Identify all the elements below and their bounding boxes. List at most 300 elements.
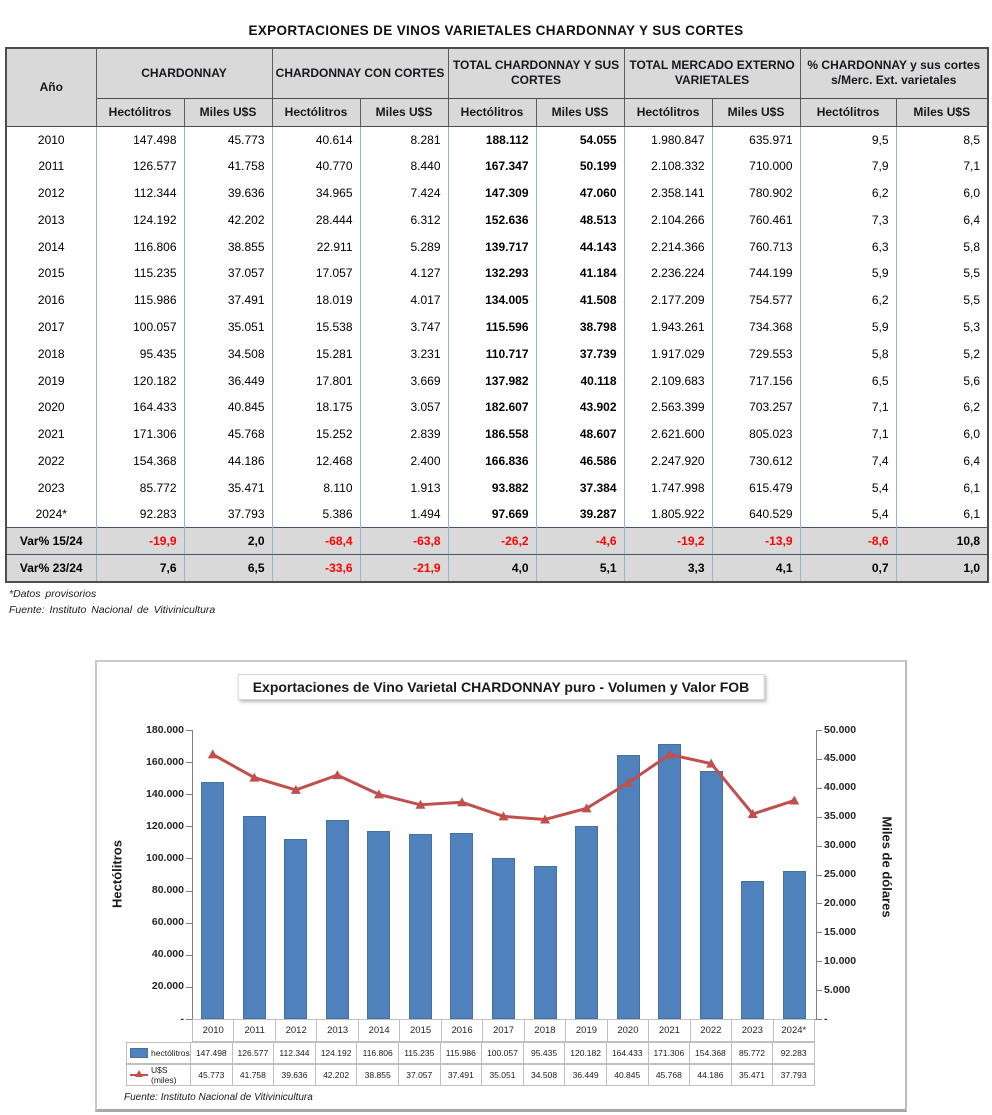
y-tick-label-r: 25.000	[824, 868, 857, 880]
legend-value-cell: 164.433	[606, 1042, 649, 1064]
var-cell: -8,6	[800, 528, 896, 555]
table-cell: 7,3	[800, 206, 896, 233]
table-cell: 2.214.366	[624, 233, 712, 260]
table-cell: 18.019	[272, 287, 360, 314]
var-label-cell: Var% 23/24	[6, 555, 96, 582]
table-cell: 5,4	[800, 501, 896, 528]
year-cell: 2017	[6, 314, 96, 341]
table-cell: 95.435	[96, 340, 184, 367]
var-row	[6, 528, 988, 555]
table-cell: 92.283	[96, 501, 184, 528]
table-cell: 2.236.224	[624, 260, 712, 287]
legend-value-cell: 116.806	[356, 1042, 399, 1064]
table-cell: 717.156	[712, 367, 800, 394]
table-row	[6, 180, 988, 207]
y-tick-label-l: 140.000	[146, 787, 184, 800]
table-row	[6, 501, 988, 528]
table-cell: 635.971	[712, 126, 800, 153]
table-cell: 2.247.920	[624, 448, 712, 475]
table-cell: 17.057	[272, 260, 360, 287]
table-cell: 5,4	[800, 474, 896, 501]
y-tick-label-r: 35.000	[824, 810, 857, 823]
chart-source: Fuente: Instituto Nacional de Vitivinicultura	[124, 1092, 313, 1103]
subheader-hectolitros-4: Hectólitros	[624, 98, 712, 126]
y-tick-mark-r	[816, 875, 822, 876]
table-cell: 37.793	[184, 501, 272, 528]
var-cell: -63,8	[360, 528, 448, 555]
table-cell: 3.231	[360, 340, 448, 367]
table-cell: 36.449	[184, 367, 272, 394]
var-cell: 4,1	[712, 555, 800, 582]
table-cell: 18.175	[272, 394, 360, 421]
table-cell: 754.577	[712, 287, 800, 314]
legend-series-name: U$S (miles)	[151, 1065, 177, 1085]
table-cell: 6,1	[896, 474, 988, 501]
table-cell: 124.192	[96, 206, 184, 233]
year-cell: 2015	[6, 260, 96, 287]
y-tick-label-r: 50.000	[824, 723, 857, 736]
var-cell: -26,2	[448, 528, 536, 555]
table-cell: 710.000	[712, 153, 800, 180]
table-cell: 3.057	[360, 394, 448, 421]
table-cell: 760.461	[712, 206, 800, 233]
chart-frame	[95, 660, 907, 1112]
table-cell: 640.529	[712, 501, 800, 528]
y-tick-label-r: 15.000	[824, 925, 857, 938]
table-cell: 45.773	[184, 126, 272, 153]
table-cell: 730.612	[712, 448, 800, 475]
y-tick-mark-r	[816, 903, 822, 904]
table-cell: 54.055	[536, 126, 624, 153]
year-cell: 2010	[6, 126, 96, 153]
var-row	[6, 555, 988, 582]
table-row	[6, 287, 988, 314]
table-cell: 37.739	[536, 340, 624, 367]
table-cell: 1.913	[360, 474, 448, 501]
x-axis-label: 2015	[399, 1019, 441, 1042]
y-tick-label-r: -	[824, 1012, 828, 1025]
x-axis-label: 2022	[690, 1019, 732, 1042]
year-cell: 2011	[6, 153, 96, 180]
table-cell: 2.177.209	[624, 287, 712, 314]
table-cell: 166.836	[448, 448, 536, 475]
legend-value-cell: 45.768	[648, 1064, 691, 1086]
table-cell: 7,1	[896, 153, 988, 180]
table-cell: 41.508	[536, 287, 624, 314]
table-cell: 805.023	[712, 421, 800, 448]
table-cell: 6,0	[896, 180, 988, 207]
var-cell: -68,4	[272, 528, 360, 555]
x-axis-label: 2017	[482, 1019, 524, 1042]
table-cell: 6,0	[896, 421, 988, 448]
var-cell: -4,6	[536, 528, 624, 555]
var-cell: -21,9	[360, 555, 448, 582]
legend-value-cell: 42.202	[315, 1064, 358, 1086]
table-cell: 110.717	[448, 340, 536, 367]
subheader-hectolitros-1: Hectólitros	[96, 98, 184, 126]
y-tick-label-l: 80.000	[151, 884, 184, 897]
legend-value-cell: 85.772	[731, 1042, 774, 1064]
year-cell: 2024*	[6, 501, 96, 528]
y-tick-mark-r	[816, 817, 822, 818]
table-cell: 42.202	[184, 206, 272, 233]
y-tick-label-r: 5.000	[824, 983, 851, 996]
table-cell: 132.293	[448, 260, 536, 287]
var-cell: 3,3	[624, 555, 712, 582]
var-cell: 1,0	[896, 555, 988, 582]
table-cell: 8,5	[896, 126, 988, 153]
table-row	[6, 233, 988, 260]
legend-value-cell: 112.344	[273, 1042, 316, 1064]
table-cell: 1.980.847	[624, 126, 712, 153]
legend-series-name: hectólitros	[151, 1048, 190, 1058]
y-tick-mark-r	[816, 1019, 822, 1020]
x-axis-label: 2019	[565, 1019, 607, 1042]
table-cell: 15.538	[272, 314, 360, 341]
table-cell: 5,8	[800, 340, 896, 367]
table-cell: 2.621.600	[624, 421, 712, 448]
y-tick-label-r: 45.000	[824, 752, 857, 765]
table-cell: 171.306	[96, 421, 184, 448]
table-cell: 37.384	[536, 474, 624, 501]
table-cell: 167.347	[448, 153, 536, 180]
table-row	[6, 153, 988, 180]
col-group-porcentaje: % CHARDONNAY y sus cortes s/Merc. Ext. varietales	[800, 48, 988, 98]
x-axis-label: 2010	[192, 1019, 234, 1042]
subheader-hectolitros-3: Hectólitros	[448, 98, 536, 126]
legend-value-cell: 115.235	[398, 1042, 441, 1064]
legend-value-cell: 124.192	[315, 1042, 358, 1064]
table-cell: 3.669	[360, 367, 448, 394]
subheader-miles-5: Miles U$S	[896, 98, 988, 126]
table-cell: 8.440	[360, 153, 448, 180]
table-cell: 17.801	[272, 367, 360, 394]
table-cell: 615.479	[712, 474, 800, 501]
table-cell: 734.368	[712, 314, 800, 341]
legend-value-cell: 147.498	[190, 1042, 233, 1064]
table-cell: 40.118	[536, 367, 624, 394]
var-cell: 2,0	[184, 528, 272, 555]
x-axis-label: 2021	[648, 1019, 690, 1042]
chart-title: Exportaciones de Vino Varietal CHARDONNAY puro - Volumen y Valor FOB	[238, 674, 765, 700]
legend-value-cell: 92.283	[772, 1042, 815, 1064]
table-cell: 6,4	[896, 448, 988, 475]
legend-value-cell: 41.758	[232, 1064, 275, 1086]
table-cell: 35.471	[184, 474, 272, 501]
y-tick-label-r: 30.000	[824, 839, 857, 852]
table-cell: 6,3	[800, 233, 896, 260]
legend-label	[126, 1064, 191, 1086]
x-axis-label: 2020	[607, 1019, 649, 1042]
var-cell: 10,8	[896, 528, 988, 555]
legend-value-cell: 37.491	[440, 1064, 483, 1086]
table-cell: 137.982	[448, 367, 536, 394]
table-cell: 22.911	[272, 233, 360, 260]
y-tick-mark-r	[816, 846, 822, 847]
y-tick-label-l: 20.000	[151, 980, 184, 993]
var-cell: -19,9	[96, 528, 184, 555]
var-cell: -19,2	[624, 528, 712, 555]
table-cell: 46.586	[536, 448, 624, 475]
col-group-chardonnay-con-cortes: CHARDONNAY CON CORTES	[272, 48, 448, 98]
table-cell: 115.986	[96, 287, 184, 314]
legend-value-cell: 37.793	[772, 1064, 815, 1086]
table-cell: 97.669	[448, 501, 536, 528]
table-cell: 7,9	[800, 153, 896, 180]
table-cell: 112.344	[96, 180, 184, 207]
var-cell: -13,9	[712, 528, 800, 555]
table-cell: 1.805.922	[624, 501, 712, 528]
table-cell: 35.051	[184, 314, 272, 341]
x-axis-label: 2023	[731, 1019, 773, 1042]
legend-value-cell: 115.986	[440, 1042, 483, 1064]
legend-value-cell: 100.057	[481, 1042, 524, 1064]
table-cell: 44.186	[184, 448, 272, 475]
year-cell: 2021	[6, 421, 96, 448]
table-cell: 2.358.141	[624, 180, 712, 207]
year-cell: 2020	[6, 394, 96, 421]
col-group-mercado-externo: TOTAL MERCADO EXTERNO VARIETALES	[624, 48, 800, 98]
right-axis-title: Miles de dólares	[879, 816, 895, 918]
x-axis-label: 2014	[358, 1019, 400, 1042]
table-body	[6, 126, 988, 582]
line-marker	[208, 749, 218, 758]
table-cell: 6,2	[800, 180, 896, 207]
table-cell: 85.772	[96, 474, 184, 501]
x-axis-label: 2012	[275, 1019, 317, 1042]
year-cell: 2012	[6, 180, 96, 207]
table-cell: 45.768	[184, 421, 272, 448]
table-cell: 2.109.683	[624, 367, 712, 394]
table-cell: 93.882	[448, 474, 536, 501]
subheader-miles-4: Miles U$S	[712, 98, 800, 126]
var-cell: 4,0	[448, 555, 536, 582]
x-axis-row	[192, 1019, 815, 1042]
legend-value-cell: 35.051	[481, 1064, 524, 1086]
legend-value-cell: 38.855	[356, 1064, 399, 1086]
header-group-row	[6, 48, 988, 98]
table-cell: 5.386	[272, 501, 360, 528]
table-cell: 5.289	[360, 233, 448, 260]
table-cell: 1.747.998	[624, 474, 712, 501]
table-cell: 182.607	[448, 394, 536, 421]
table-cell: 760.713	[712, 233, 800, 260]
table-cell: 2.104.266	[624, 206, 712, 233]
table-cell: 7,4	[800, 448, 896, 475]
table-cell: 28.444	[272, 206, 360, 233]
footnote-provisional: *Datos provisorios	[9, 588, 97, 600]
table-cell: 40.770	[272, 153, 360, 180]
table-cell: 115.235	[96, 260, 184, 287]
subheader-hectolitros-2: Hectólitros	[272, 98, 360, 126]
legend-value-cell: 126.577	[232, 1042, 275, 1064]
table-cell: 41.758	[184, 153, 272, 180]
table-cell: 1.917.029	[624, 340, 712, 367]
table-row	[6, 260, 988, 287]
table-cell: 134.005	[448, 287, 536, 314]
x-axis-label: 2024*	[773, 1019, 815, 1042]
table-cell: 6,4	[896, 206, 988, 233]
x-axis-label: 2016	[441, 1019, 483, 1042]
legend-value-cell: 36.449	[564, 1064, 607, 1086]
y-tick-label-r: 10.000	[824, 954, 857, 967]
page-title: EXPORTACIONES DE VINOS VARIETALES CHARDONNAY Y SUS CORTES	[248, 23, 744, 38]
year-cell: 2022	[6, 448, 96, 475]
table-row	[6, 421, 988, 448]
table-cell: 37.057	[184, 260, 272, 287]
legend-value-cell: 34.508	[523, 1064, 566, 1086]
table-cell: 5,2	[896, 340, 988, 367]
table-row	[6, 126, 988, 153]
table-cell: 37.491	[184, 287, 272, 314]
table-cell: 3.747	[360, 314, 448, 341]
y-tick-label-l: 160.000	[146, 755, 184, 768]
table-cell: 2.839	[360, 421, 448, 448]
table-cell: 744.199	[712, 260, 800, 287]
year-cell: 2013	[6, 206, 96, 233]
table-cell: 38.798	[536, 314, 624, 341]
table-row	[6, 340, 988, 367]
y-tick-mark-l	[186, 1019, 192, 1020]
table-cell: 40.845	[184, 394, 272, 421]
year-cell: 2014	[6, 233, 96, 260]
table-cell: 116.806	[96, 233, 184, 260]
year-cell: 2023	[6, 474, 96, 501]
table-cell: 120.182	[96, 367, 184, 394]
table-cell: 6,2	[896, 394, 988, 421]
legend-value-cell: 40.845	[606, 1064, 649, 1086]
y-tick-label-l: 180.000	[146, 723, 184, 736]
y-tick-mark-r	[816, 788, 822, 789]
legend-row-bars	[127, 1042, 815, 1064]
x-axis-label: 2018	[524, 1019, 566, 1042]
y-tick-mark-r	[816, 730, 822, 731]
legend-value-cell: 44.186	[689, 1064, 732, 1086]
legend-value-cell: 95.435	[523, 1042, 566, 1064]
table-cell: 5,8	[896, 233, 988, 260]
left-axis-title: Hectólitros	[109, 840, 125, 908]
table-cell: 703.257	[712, 394, 800, 421]
table-cell: 8.281	[360, 126, 448, 153]
subheader-miles-2: Miles U$S	[360, 98, 448, 126]
legend-value-cell: 154.368	[689, 1042, 732, 1064]
table-row	[6, 206, 988, 233]
table-cell: 7.424	[360, 180, 448, 207]
table-cell: 39.636	[184, 180, 272, 207]
legend-value-cell: 39.636	[273, 1064, 316, 1086]
table-cell: 2.400	[360, 448, 448, 475]
legend-value-cell: 120.182	[564, 1042, 607, 1064]
x-axis-label: 2011	[233, 1019, 275, 1042]
subheader-hectolitros-5: Hectólitros	[800, 98, 896, 126]
table-cell: 5,5	[896, 287, 988, 314]
table-row	[6, 314, 988, 341]
y-tick-label-l: 40.000	[151, 948, 184, 961]
table-cell: 12.468	[272, 448, 360, 475]
var-cell: 0,7	[800, 555, 896, 582]
table-cell: 44.143	[536, 233, 624, 260]
table-cell: 7,1	[800, 421, 896, 448]
var-cell: 6,5	[184, 555, 272, 582]
table-cell: 34.965	[272, 180, 360, 207]
subheader-miles-3: Miles U$S	[536, 98, 624, 126]
table-cell: 5,3	[896, 314, 988, 341]
table-cell: 1.494	[360, 501, 448, 528]
year-cell: 2019	[6, 367, 96, 394]
line-series-svg	[192, 730, 815, 1019]
table-cell: 15.252	[272, 421, 360, 448]
table-row	[6, 448, 988, 475]
table-cell: 6,5	[800, 367, 896, 394]
table-cell: 9,5	[800, 126, 896, 153]
table-cell: 147.498	[96, 126, 184, 153]
table-cell: 780.902	[712, 180, 800, 207]
table-cell: 4.017	[360, 287, 448, 314]
y-tick-label-r: 20.000	[824, 896, 857, 909]
var-cell: -33,6	[272, 555, 360, 582]
line-marker	[789, 796, 799, 805]
y-tick-label-l: 60.000	[151, 916, 184, 929]
table-cell: 1.943.261	[624, 314, 712, 341]
col-group-total-chardonnay: TOTAL CHARDONNAY Y SUS CORTES	[448, 48, 624, 98]
table-cell: 15.281	[272, 340, 360, 367]
table-cell: 100.057	[96, 314, 184, 341]
table-cell: 5,9	[800, 260, 896, 287]
table-cell: 115.596	[448, 314, 536, 341]
table-cell: 186.558	[448, 421, 536, 448]
var-label-cell: Var% 15/24	[6, 528, 96, 555]
exports-table	[5, 47, 989, 583]
legend-value-cell: 171.306	[648, 1042, 691, 1064]
y-tick-mark-r	[816, 759, 822, 760]
table-cell: 7,1	[800, 394, 896, 421]
table-cell: 8.110	[272, 474, 360, 501]
table-cell: 48.513	[536, 206, 624, 233]
table-cell: 2.563.399	[624, 394, 712, 421]
table-cell: 164.433	[96, 394, 184, 421]
x-axis-label: 2013	[316, 1019, 358, 1042]
legend-value-cell: 35.471	[731, 1064, 774, 1086]
table-cell: 5,6	[896, 367, 988, 394]
table-cell: 40.614	[272, 126, 360, 153]
col-header-year: Año	[6, 48, 96, 126]
table-cell: 4.127	[360, 260, 448, 287]
table-cell: 6,1	[896, 501, 988, 528]
table-cell: 5,5	[896, 260, 988, 287]
table-cell: 188.112	[448, 126, 536, 153]
table-row	[6, 367, 988, 394]
table-cell: 50.199	[536, 153, 624, 180]
table-row	[6, 474, 988, 501]
y-tick-label-l: -	[180, 1012, 184, 1025]
table-cell: 2.108.332	[624, 153, 712, 180]
y-tick-mark-r	[816, 961, 822, 962]
col-group-chardonnay: CHARDONNAY	[96, 48, 272, 98]
table-cell: 41.184	[536, 260, 624, 287]
y-tick-label-l: 120.000	[146, 819, 184, 832]
y-tick-mark-r	[816, 990, 822, 991]
y-tick-label-r: 40.000	[824, 781, 857, 794]
table-cell: 126.577	[96, 153, 184, 180]
line-marker	[332, 770, 342, 779]
legend-row-line	[127, 1064, 815, 1086]
table-cell: 34.508	[184, 340, 272, 367]
line-series	[213, 754, 794, 819]
header-sub-row	[6, 98, 988, 126]
table-cell: 147.309	[448, 180, 536, 207]
subheader-miles-1: Miles U$S	[184, 98, 272, 126]
legend-value-cell: 45.773	[190, 1064, 233, 1086]
